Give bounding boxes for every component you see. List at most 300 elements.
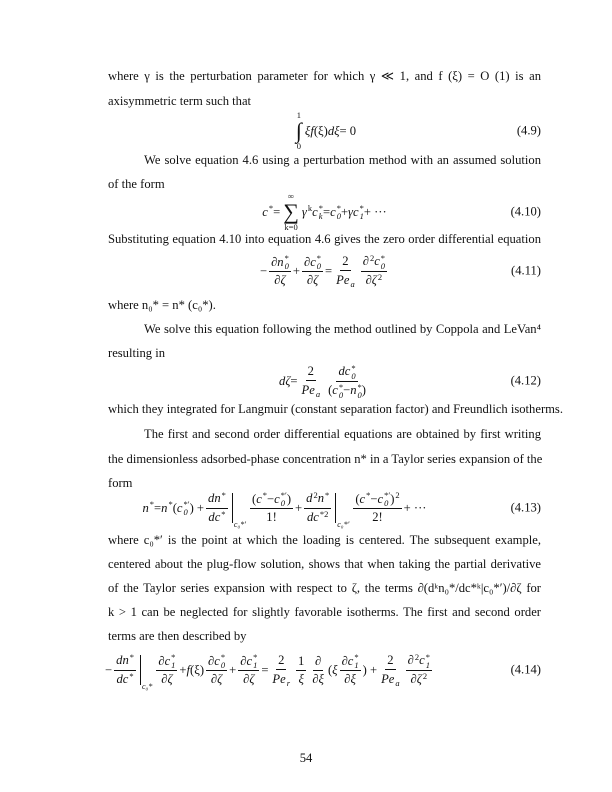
numerator xyxy=(206,491,228,509)
superscript: 2 xyxy=(313,489,318,500)
math-term xyxy=(208,491,226,507)
math-term xyxy=(325,264,332,279)
math-term xyxy=(312,204,323,220)
math-text: ∂ζ xyxy=(365,273,377,287)
denominator xyxy=(409,671,430,688)
denominator xyxy=(272,272,287,288)
math-term xyxy=(342,254,348,269)
math-term xyxy=(370,492,377,507)
math-text: − xyxy=(267,491,275,506)
math-text: dξ xyxy=(327,123,340,138)
superscript: *′ xyxy=(183,499,190,509)
math-term xyxy=(332,383,343,399)
scripts xyxy=(325,491,329,507)
denominator xyxy=(326,382,368,399)
fraction xyxy=(270,653,292,687)
subscript: 1 xyxy=(425,659,430,670)
math-term xyxy=(256,491,267,507)
math-term xyxy=(341,205,348,220)
math-text: Pe xyxy=(336,272,350,287)
equation-4-9 xyxy=(108,110,541,151)
superscript: * xyxy=(221,489,226,500)
fraction xyxy=(300,364,323,398)
math-term xyxy=(279,374,290,389)
math-text: ∂ζ xyxy=(274,273,286,287)
equation-number: (4.14) xyxy=(510,662,541,677)
numerator xyxy=(336,364,357,382)
math-text: c xyxy=(262,204,268,219)
math-text: n xyxy=(142,500,149,515)
subscript: 0 xyxy=(316,261,322,271)
superscript: * xyxy=(425,651,430,662)
subscript: 0 xyxy=(220,660,226,670)
math-term xyxy=(190,501,204,516)
math-term xyxy=(338,364,355,380)
scripts xyxy=(381,254,385,270)
equation-4-12 xyxy=(108,362,541,400)
fraction xyxy=(206,653,227,687)
math-term xyxy=(318,491,330,507)
math-term xyxy=(419,653,430,669)
math-term xyxy=(298,672,303,687)
math-text: c xyxy=(377,491,384,506)
math-text: = xyxy=(325,263,333,278)
scripts xyxy=(253,653,257,669)
paragraph-line: which they integrated for Langmuir (constant separation factor) and Freundlich isotherms. xyxy=(108,402,563,416)
superscript: * xyxy=(168,499,173,509)
subscript xyxy=(395,499,399,507)
numerator xyxy=(302,254,323,272)
math-term xyxy=(348,204,364,220)
paragraph-line: the dimensionless adsorbed-phase concentration n* in a Taylor series expansion of the xyxy=(108,452,543,466)
numerator xyxy=(276,653,286,670)
math-term xyxy=(411,672,428,688)
math-term xyxy=(306,491,318,507)
big-operator xyxy=(283,192,299,232)
paragraph-line: of the Taylor series expansion with respect to ζ, the terms ∂(dᵏn₀*/dc*ᵏ|c₀*′)/∂ζ for xyxy=(108,581,541,595)
math-term xyxy=(243,672,254,687)
superscript: * xyxy=(253,652,258,662)
scripts xyxy=(395,491,399,507)
fraction xyxy=(250,491,293,525)
numerator xyxy=(361,254,387,272)
evaluation-bar xyxy=(140,655,153,691)
superscript: 2 xyxy=(414,651,420,662)
numerator xyxy=(238,653,259,671)
math-term xyxy=(363,254,374,270)
math-term xyxy=(302,204,312,220)
math-text: = xyxy=(154,500,162,515)
scripts xyxy=(316,382,320,398)
subscript: 1 xyxy=(354,660,359,670)
math-text: = xyxy=(322,204,331,219)
math-term xyxy=(307,273,318,288)
superscript: 2 xyxy=(422,670,428,681)
scripts xyxy=(287,671,290,687)
numerator xyxy=(406,653,432,671)
math-text: d xyxy=(306,491,313,505)
math-text: ∂c xyxy=(341,653,354,668)
denominator xyxy=(334,271,357,288)
subscript xyxy=(221,518,225,526)
math-term xyxy=(261,663,268,678)
page-number: 54 xyxy=(299,751,313,765)
superscript: *′ xyxy=(384,490,391,500)
denominator xyxy=(264,509,279,525)
paragraph-line: resulting in xyxy=(108,346,166,360)
math-term xyxy=(350,383,362,399)
bar-line xyxy=(335,493,336,523)
fraction xyxy=(310,654,326,687)
math-term xyxy=(404,501,427,516)
paragraph-line: form xyxy=(108,476,133,490)
denominator xyxy=(300,381,323,398)
math-text: ( xyxy=(172,500,177,515)
math-text: ) xyxy=(286,491,292,506)
superscript: 2 xyxy=(395,490,400,500)
math-text: dζ xyxy=(279,373,291,388)
math-term xyxy=(302,382,321,398)
math-text: 2 xyxy=(342,254,349,268)
math-term xyxy=(315,654,321,669)
subscript: 0 xyxy=(183,507,188,517)
subscript xyxy=(325,499,329,507)
math-text: dn xyxy=(208,491,221,505)
denominator xyxy=(206,509,227,526)
fraction xyxy=(114,653,136,688)
math-term xyxy=(374,254,385,270)
math-term xyxy=(142,500,154,516)
math-text: ∂n xyxy=(271,254,284,269)
math-term xyxy=(266,510,277,525)
math-term xyxy=(260,264,267,279)
equation-body xyxy=(279,364,370,399)
math-text: ∂ζ xyxy=(161,672,173,686)
math-text: 2 xyxy=(278,653,285,667)
math-text: ξf xyxy=(304,123,314,138)
numerator xyxy=(304,491,331,509)
upper-limit: ∞ xyxy=(288,191,295,201)
superscript: * xyxy=(221,508,226,519)
math-text: ∂ζ xyxy=(306,273,319,287)
subscript: 0 xyxy=(380,260,386,271)
fraction xyxy=(296,654,306,687)
math-term xyxy=(161,672,172,687)
math-text: Pe xyxy=(272,671,286,686)
superscript: 2 xyxy=(369,252,375,263)
equation-body xyxy=(142,489,427,529)
math-term xyxy=(208,510,225,526)
math-text: 1 xyxy=(298,653,305,668)
numerator xyxy=(313,654,323,671)
scripts xyxy=(423,672,427,688)
math-term xyxy=(362,383,366,398)
paragraph-line: k > 1 can be neglected for slightly favorable isotherms. The first and second order xyxy=(108,605,541,619)
math-term xyxy=(161,500,173,516)
scripts xyxy=(129,672,133,688)
equation-4-13 xyxy=(108,488,541,528)
fraction xyxy=(269,254,291,288)
paragraph-line: axisymmetric term such that xyxy=(108,94,252,108)
subscript: 0 xyxy=(384,498,389,508)
subscript xyxy=(222,499,226,507)
numerator xyxy=(114,653,136,671)
math-term xyxy=(272,671,290,687)
math-term xyxy=(308,364,314,379)
subscript: 1 xyxy=(359,211,364,221)
math-term xyxy=(229,663,236,678)
equation-number: (4.10) xyxy=(510,204,541,219)
math-text: ) + xyxy=(189,500,205,515)
math-term xyxy=(304,254,321,270)
math-text: Pe xyxy=(381,671,395,686)
math-term xyxy=(262,204,273,220)
superscript: * xyxy=(318,203,323,213)
math-term xyxy=(408,653,419,669)
math-text: dc xyxy=(208,510,221,524)
superscript: * xyxy=(366,490,371,500)
scripts xyxy=(351,364,355,380)
paragraph-line: terms are then described by xyxy=(108,629,247,643)
subscript: 1 xyxy=(253,660,258,670)
math-text: f xyxy=(186,662,191,677)
math-term xyxy=(343,383,350,398)
scripts xyxy=(285,254,289,270)
evaluated-at: c₀* xyxy=(142,682,153,691)
math-text: ( xyxy=(355,491,360,506)
subscript: 0 xyxy=(357,389,362,400)
math-term xyxy=(295,501,302,516)
math-text: ∂ζ xyxy=(210,672,223,686)
scripts xyxy=(317,254,321,270)
math-text: + xyxy=(295,500,303,515)
fraction xyxy=(361,254,387,289)
evaluation-bar xyxy=(232,493,246,529)
superscript: * xyxy=(359,203,364,213)
paragraph-line: We solve this equation following the method outlined by Coppola and LeVan⁴ xyxy=(144,322,541,336)
numerator xyxy=(206,653,227,671)
math-term xyxy=(293,264,300,279)
numerator xyxy=(269,254,291,272)
paragraph-line: We solve equation 4.6 using a perturbation method with an assumed solution xyxy=(144,153,541,167)
math-text: c xyxy=(312,204,318,219)
math-text: dc xyxy=(307,510,319,524)
denominator xyxy=(159,671,174,687)
math-term xyxy=(364,205,387,220)
math-text: + xyxy=(229,662,237,677)
math-text: = 0 xyxy=(339,123,357,138)
subscript: 0 xyxy=(284,261,289,271)
scripts xyxy=(130,653,134,669)
numerator xyxy=(250,491,293,509)
math-text: = xyxy=(273,204,281,219)
equation-number: (4.12) xyxy=(510,373,541,388)
math-term xyxy=(314,124,328,139)
superscript: * xyxy=(129,670,134,681)
superscript: * xyxy=(129,651,134,662)
subscript: a xyxy=(350,279,355,289)
superscript: * xyxy=(351,362,356,373)
math-text: + xyxy=(340,204,349,219)
subscript xyxy=(378,281,382,289)
math-text: = xyxy=(290,373,298,388)
math-text: c xyxy=(419,653,425,667)
numerator xyxy=(296,654,306,671)
denominator xyxy=(310,671,326,687)
paragraph-line: where γ is the perturbation parameter for which γ ≪ 1, and f (ξ) = O (1) is an xyxy=(108,69,541,83)
denominator xyxy=(364,272,385,289)
superscript: * xyxy=(284,253,289,263)
math-term xyxy=(298,654,304,669)
math-term xyxy=(273,205,280,220)
scripts xyxy=(221,653,225,669)
superscript: *2 xyxy=(319,508,329,519)
subscript: k xyxy=(318,211,323,221)
math-term xyxy=(190,663,204,678)
math-term xyxy=(117,672,134,688)
scripts xyxy=(395,671,399,687)
math-term xyxy=(179,663,186,678)
math-text: ∂c xyxy=(208,653,220,668)
lower-limit: k=0 xyxy=(284,222,298,232)
fraction xyxy=(353,491,401,525)
math-term xyxy=(344,672,356,687)
upper-limit: 1 xyxy=(296,110,302,120)
math-term xyxy=(378,491,391,507)
math-term xyxy=(328,124,340,139)
subscript: 0 xyxy=(336,211,341,221)
paragraph-line: The first and second order differential equations are obtained by first writing xyxy=(144,427,541,441)
denominator xyxy=(241,671,256,687)
fraction xyxy=(304,491,331,526)
math-text: ∂ xyxy=(315,653,322,668)
math-term xyxy=(363,663,377,678)
math-term xyxy=(274,491,287,507)
subscript xyxy=(130,661,134,669)
subscript: a xyxy=(395,678,400,688)
math-term xyxy=(340,124,357,139)
math-text: c xyxy=(332,383,338,397)
math-text: n xyxy=(317,491,324,505)
math-text: ) + xyxy=(362,662,378,677)
equation-number: (4.11) xyxy=(511,263,541,278)
math-text: c xyxy=(374,254,380,268)
math-text: 2! xyxy=(372,510,383,524)
math-text: + ··· xyxy=(403,500,427,515)
superscript: * xyxy=(268,203,274,213)
math-term xyxy=(366,273,383,289)
fraction xyxy=(206,491,228,526)
superscript: * xyxy=(338,381,344,392)
math-text: ( xyxy=(251,491,257,506)
math-term xyxy=(105,663,112,678)
denominator xyxy=(370,509,385,525)
math-text: γc xyxy=(348,204,359,219)
math-text: + xyxy=(292,263,300,278)
math-term xyxy=(305,124,314,139)
superscript: * xyxy=(325,489,330,500)
math-text: n xyxy=(161,500,168,515)
math-text: ∂ζ xyxy=(410,672,422,686)
superscript: 2 xyxy=(377,271,383,282)
math-text: 1! xyxy=(266,510,277,524)
scripts xyxy=(426,653,430,669)
scripts xyxy=(378,273,382,289)
scripts xyxy=(354,653,358,669)
denominator xyxy=(305,272,320,288)
superscript: * xyxy=(220,652,226,662)
paragraph-line: where c₀*′ is the point at which the loading is centered. The subsequent example, xyxy=(108,533,541,547)
math-text: n xyxy=(350,383,357,397)
denominator xyxy=(209,671,224,687)
superscript: * xyxy=(262,490,268,500)
subscript xyxy=(129,680,133,688)
subscript: 1 xyxy=(171,660,176,670)
fraction xyxy=(326,364,368,399)
math-term xyxy=(323,205,330,220)
math-text: ) xyxy=(390,491,395,506)
superscript: * xyxy=(149,499,155,509)
math-text: 2 xyxy=(307,364,314,378)
math-term xyxy=(211,672,222,687)
math-term xyxy=(390,491,399,507)
math-term xyxy=(312,672,324,687)
scripts xyxy=(320,510,329,526)
math-term xyxy=(332,663,337,678)
subscript: 0 xyxy=(280,498,285,508)
subscript: a xyxy=(315,389,321,399)
math-text: c xyxy=(330,204,336,219)
math-term xyxy=(287,492,291,507)
numerator xyxy=(340,653,361,671)
lower-limit: 0 xyxy=(296,141,302,151)
denominator xyxy=(342,671,358,687)
math-text: ) xyxy=(361,383,366,397)
operator-symbol: ∑ xyxy=(283,199,299,224)
math-term xyxy=(240,653,257,669)
math-text: ∂ xyxy=(362,254,369,268)
math-text: ( xyxy=(327,662,333,677)
math-text: ∂c xyxy=(303,254,316,269)
math-text: ∂c xyxy=(158,653,171,668)
superscript: * xyxy=(357,381,362,392)
math-term xyxy=(158,653,175,669)
evaluation-bar xyxy=(335,493,350,529)
subscript xyxy=(423,680,427,688)
math-text: ( xyxy=(328,383,333,397)
paragraph-line: where n₀* = n* (c₀*). xyxy=(108,298,216,312)
equation-4-10 xyxy=(108,192,541,232)
superscript: *′ xyxy=(280,490,287,500)
fraction xyxy=(302,254,323,288)
superscript: * xyxy=(354,652,359,662)
math-text: Pe xyxy=(301,382,315,397)
math-text: γ xyxy=(301,204,307,219)
numerator xyxy=(353,491,401,509)
math-text: − xyxy=(259,263,268,278)
equation-body xyxy=(293,111,356,151)
paragraph-line: centered about the plug-flow solution, shows that when taking the partial derivative xyxy=(108,557,541,571)
math-term xyxy=(278,653,284,668)
math-term xyxy=(177,500,190,516)
evaluated-at: c₀*′ xyxy=(337,520,350,529)
subscript xyxy=(320,518,329,526)
equation-body xyxy=(105,651,434,691)
math-text: (ξ) xyxy=(313,123,328,138)
math-term xyxy=(360,491,371,507)
denominator xyxy=(270,670,292,687)
equation-number: (4.13) xyxy=(510,500,541,515)
